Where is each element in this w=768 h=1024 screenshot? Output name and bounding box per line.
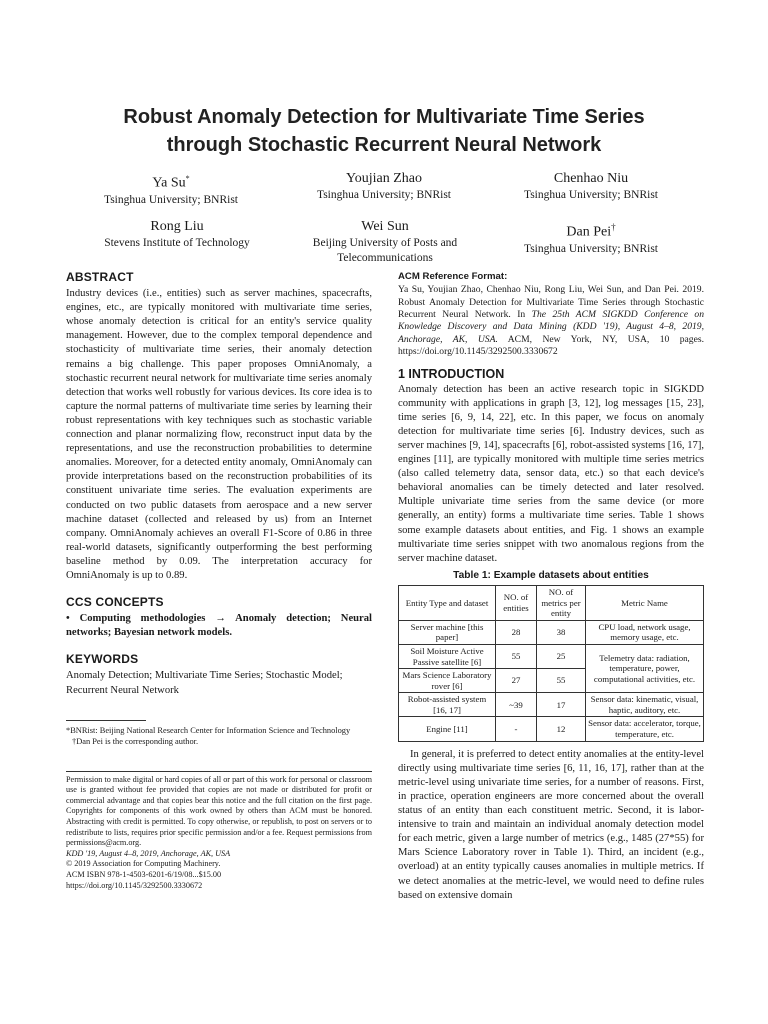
table-cell: Sensor data: kinematic, visual, haptic, auditory, etc. [586, 693, 704, 717]
ccs-heading: CCS CONCEPTS [66, 595, 164, 610]
table-cell: 38 [537, 620, 586, 644]
acm-reference-plain: Ya Su, Youjian Zhao, Chenhao Niu, Rong Liu, Wei Sun, and Dan Pei. 2019. Robust Anomaly Detection for Multivariate Time Series through Stochastic Recurrent Neural Network. In [398, 284, 704, 320]
right-column [398, 270, 704, 903]
table-row [399, 644, 704, 668]
left-column [66, 270, 372, 891]
table-header-cell: Metric Name [586, 585, 704, 620]
table-row [399, 693, 704, 717]
table-row [399, 717, 704, 741]
author-block [280, 218, 490, 266]
keywords-text: Anomaly Detection; Multivariate Time Series; Stochastic Model; Recurrent Neural Network [66, 670, 343, 696]
author-name: Ya Su [152, 175, 186, 191]
table-cell: Robot-assisted system [16, 17] [399, 693, 496, 717]
introduction-heading: 1 INTRODUCTION [398, 366, 505, 381]
footnote-bnrist: *BNRist: Beijing National Research Center for Information Science and Technology [66, 725, 351, 735]
table-cell: 55 [537, 669, 586, 693]
author-affiliation: Tsinghua University; BNRist [523, 189, 658, 201]
table-header-cell: Entity Type and dataset [399, 585, 496, 620]
abstract-heading: ABSTRACT [66, 270, 134, 284]
author-block [72, 218, 282, 251]
table-cell: 28 [496, 620, 537, 644]
permission-text: Permission to make digital or hard copies of all or part of this work for personal or classroom use is granted without fee provided that copies are not made or distributed for profit or commercial advantage and that copies bear this notice and the full citation on the first page. Copyrights for components of this work owned by others than ACM must be honored. Abstracting with credit is permitted. To copy otherwise, or republish, to post on servers or to redistribute to lists, requires prior specific permission and/or a fee. Request permissions from permissions@acm.org. [66, 774, 372, 848]
author-affiliation: Tsinghua University; BNRist [316, 189, 451, 201]
author-name: Wei Sun [361, 219, 409, 234]
table-cell: ~39 [496, 693, 537, 717]
table-cell: 55 [496, 644, 537, 668]
copyright-text: © 2019 Association for Computing Machinery. [66, 859, 221, 869]
abstract-text: Industry devices (i.e., entities) such as server machines, spacecrafts, engines, etc., are typically monitored with multivariate time series, whose anomaly detection is critical for an entity's service quality management. However, due to the complex temporal dependence and stochasticity of multivariate time series, their anomaly detection remains a big challenge. This paper proposes OmniAnomaly, a stochastic recurrent neural network for multivariate time series anomaly detection that works well robustly for various devices. Its core idea is to capture the normal patterns of multivariate time series by learning their robust representations with key techniques such as stochastic variable connection and planar normalizing flow, reconstruct input data by the representations, and use the reconstruction probabilities to determine anomalies. Moreover, for a detected entity anomaly, OmniAnomaly can provide interpretations based on the reconstruction probabilities of its constituent univariate time series. The evaluation experiments are conducted on two public datasets from aerospace and a new server machine dataset (collected and released by us) from an Internet company. OmniAnomaly achieves an overall F1-Score of 0.86 in three real-world datasets, significantly outperforming the best performing baseline method by 0.09. The interpretation accuracy for OmniAnomaly is up to 0.89. [66, 288, 372, 581]
author-affiliation: Stevens Institute of Technology [104, 237, 250, 249]
acm-reference-venue: The 25th ACM SIGKDD Conference on Knowledge Discovery and Data Mining (KDD '19), August 4–8, 2019, Anchorage, AK, USA. [398, 308, 704, 345]
datasets-table [398, 585, 704, 742]
footnote-corresponding: †Dan Pei is the corresponding author. [72, 736, 199, 746]
author-block [486, 170, 696, 203]
table-cell: 17 [537, 693, 586, 717]
footnote-rule [66, 720, 146, 721]
introduction-para-1: Anomaly detection has been an active research topic in SIGKDD community with applications in graph [3, 12], log messages [15, 23], time series [6, 9, 14, 22], etc. In this paper, we focus on anomaly detection for multivariate time series [6]. Industry devices, such as server machines [9, 14], spacecrafts [6], robot-assisted systems [16, 17], engines [11], are typically monitored with multiple time series metrics (also called telemetry data, sensor data, etc.) so that each device's behavioral anomalies can be timely detected and later resolved. Multiple univariate time series from the same device (or more generally, an entity) forms a multivariate time series. Table 1 shows some example datasets about entities, and Fig. 1 shows an example multivariate time series snippet with two anomalous regions from the server machine dataset. [398, 383, 704, 564]
doi-link[interactable]: https://doi.org/10.1145/3292500.3330672 [66, 880, 203, 890]
author-mark: † [611, 222, 616, 232]
acm-reference-text [398, 284, 704, 358]
author-name: Dan Pei [566, 224, 612, 240]
table-header-cell: NO. of entities [496, 585, 537, 620]
table-cell: Soil Moisture Active Passive satellite [6] [399, 644, 496, 668]
table-cell: Engine [11] [399, 717, 496, 741]
introduction-para-2: In general, it is preferred to detect entity anomalies at the entity-level directly using multivariate time series [6, 11, 16, 17], rather than at the metric-level using univariate time series, for a number of reasons. First, in practice, operation engineers are more concerned about the overall status of an entity than each constituent metric. Second, it is labor-intensive to train and maintain an individual anomaly detection model for each metric, given a large number of metrics (e.g., 1485 (27*55) for Mars Science Laboratory rover in Table 1). Third, an incident (e.g., overload) at an entity typically causes anomalies in multiple metrics. If we detect anomalies at the metric-level, we would need to define rules based on extensive domain [398, 748, 704, 901]
author-block [66, 170, 276, 208]
isbn-text: ACM ISBN 978-1-4503-6201-6/19/08...$15.00 [66, 869, 222, 879]
table-cell: 25 [537, 644, 586, 668]
author-name: Rong Liu [150, 219, 204, 234]
paper-title [60, 103, 708, 159]
ccs-text: • Computing methodologies → Anomaly detection; Neural networks; Bayesian network models. [66, 613, 372, 639]
table-cell: 12 [537, 717, 586, 741]
author-name: Youjian Zhao [346, 171, 422, 186]
acm-reference-heading: ACM Reference Format: [398, 271, 508, 282]
author-block [279, 170, 489, 203]
table-cell: - [496, 717, 537, 741]
author-block [486, 218, 696, 257]
author-affiliation: Beijing University of Posts and Telecommunications [312, 237, 458, 264]
table-header-cell: NO. of metrics per entity [537, 585, 586, 620]
table-caption: Table 1: Example datasets about entities [453, 569, 649, 581]
table-cell: 27 [496, 669, 537, 693]
title-line-1: Robust Anomaly Detection for Multivariate Time Series [123, 106, 645, 128]
table-header-row [399, 585, 704, 620]
table-cell: Server machine [this paper] [399, 620, 496, 644]
author-affiliation: Tsinghua University; BNRist [523, 242, 658, 255]
table-row [399, 620, 704, 644]
venue-text: KDD '19, August 4–8, 2019, Anchorage, AK, USA [66, 848, 231, 858]
author-mark: * [185, 174, 190, 183]
table-cell: CPU load, network usage, memory usage, etc. [586, 620, 704, 644]
author-affiliation: Tsinghua University; BNRist [103, 193, 238, 206]
table-cell: Telemetry data: radiation, temperature, power, computational activities, etc. [586, 644, 704, 692]
acm-reference-tail: ACM, New York, NY, USA, 10 pages. https://doi.org/10.1145/3292500.3330672 [398, 333, 704, 358]
table-cell: Mars Science Laboratory rover [6] [399, 669, 496, 693]
author-name: Chenhao Niu [553, 171, 629, 186]
permission-rule [66, 771, 372, 772]
title-line-2: through Stochastic Recurrent Neural Network [166, 134, 602, 156]
permission-block [66, 771, 372, 892]
table-cell: Sensor data: accelerator, torque, temperature, etc. [586, 717, 704, 741]
keywords-heading: KEYWORDS [66, 652, 139, 667]
